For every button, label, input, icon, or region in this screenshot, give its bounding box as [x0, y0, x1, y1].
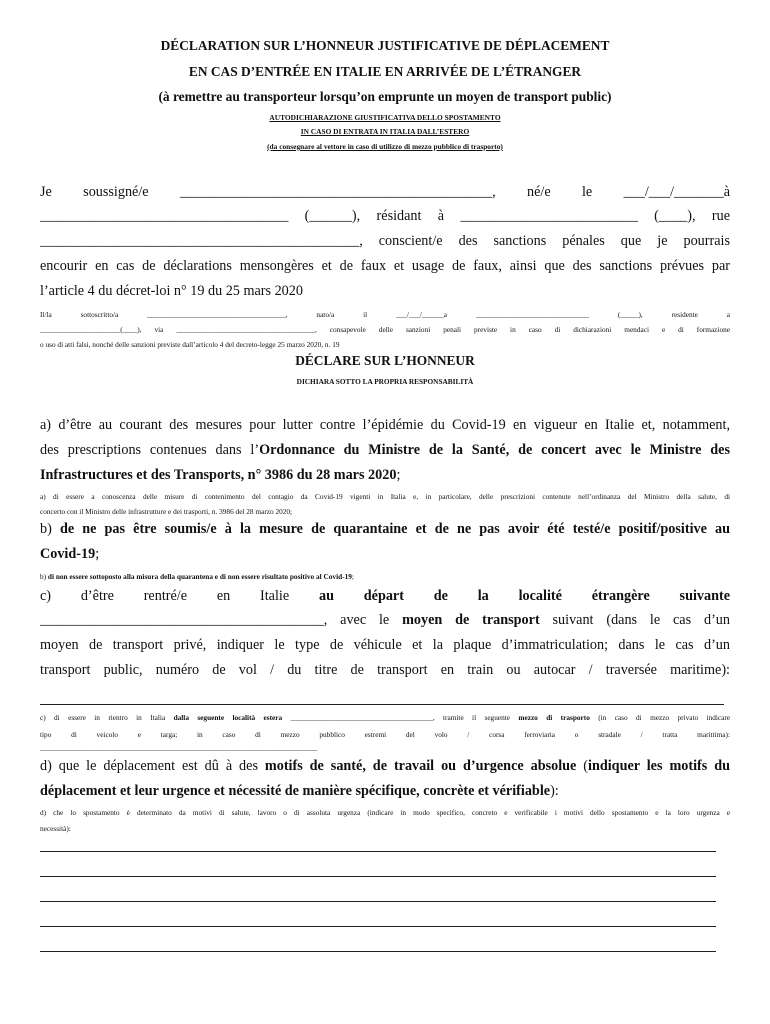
- section-a-line-2: des prescriptions contenues dans l’Ordonnance du Ministre de la Santé, de concert avec le Ministre des: [40, 442, 730, 458]
- section-c-answer-line[interactable]: [40, 704, 724, 705]
- identity-line-3[interactable]: _____________________________________________, conscient/e des sanctions pénales que je pourrais: [40, 233, 730, 249]
- section-d-line-2: déplacement et leur urgence et nécessité de manière spécifique, concrète et vérifiable):: [40, 783, 559, 799]
- italian-identity-line-3: o uso di atti falsi, nonché delle sanzioni previste dall’articolo 4 del decreto-legge 25 marzo 2020, n. 19: [40, 340, 340, 349]
- reason-answer-line-2[interactable]: [40, 876, 716, 877]
- section-b-line-1: b) de ne pas être soumis/e à la mesure de quarantaine et de ne pas avoir été testé/e positif/positive au: [40, 521, 730, 537]
- italian-identity-line-2: ______________________(____), via ______________________________________, consapevole delle sanzioni penali previste in caso di dichiarazioni mendaci e di formazione: [40, 325, 730, 334]
- italian-title-line-2: IN CASO DI ENTRATA IN ITALIA DALL’ESTERO: [300, 127, 470, 136]
- italian-section-c-line-1: c) di essere in rientro in Italia dalla seguente località estera _______________________________________, tramite il seguente mezzo di trasporto (in caso di mezzo privato indicare: [40, 713, 731, 722]
- title-line-2: EN CAS D’ENTRÉE EN ITALIE EN ARRIVÉE DE L’ÉTRANGER: [188, 64, 582, 79]
- italian-identity-line-1: Il/la sottoscritto/a ______________________________________, nato/a il ___/___/______a _______________________________ (_____), residente a: [40, 310, 730, 319]
- italian-section-a-line-2: concerto con il Ministro delle infrastrutture e dei trasporti, n. 3986 del 28 marzo 2020;: [40, 507, 293, 516]
- reason-answer-line-5[interactable]: [40, 951, 716, 952]
- italian-section-b: b) di non essere sottoposto alla misura della quarantena e di non essere risultato positivo al Covid-19;: [40, 572, 354, 581]
- section-c-line-4: transport public, numéro de vol / du titre de transport en train ou autocar / traversée maritime):: [40, 662, 730, 678]
- section-c-line-3: moyen de transport privé, indiquer le type de véhicule et la plaque d’immatriculation; dans le cas d’un: [40, 637, 730, 653]
- section-c-line-1: c) d’être rentré/e en Italie au départ de la localité étrangère suivante: [40, 588, 731, 604]
- section-d-line-1: d) que le déplacement est dû à des motifs de santé, de travail ou d’urgence absolue (indiquer les motifs du: [40, 758, 730, 774]
- italian-section-c-line-3[interactable]: ____________________________________________________________________________: [40, 743, 318, 752]
- title-line-3: (à remettre au transporteur lorsqu’on emprunte un moyen de transport public): [158, 89, 612, 104]
- italian-title-line-3: (da consegnare al vettore in caso di utilizzo di mezzo pubblico di trasporto): [267, 142, 503, 151]
- identity-line-1[interactable]: Je soussigné/e ____________________________________________, né/e le ___/___/_______à: [40, 184, 730, 200]
- identity-line-2[interactable]: ___________________________________ (______), résidant à _________________________ (____), rue: [40, 208, 730, 224]
- section-a-line-3: Infrastructures et des Transports, n° 3986 du 28 mars 2020;: [40, 467, 401, 483]
- reason-answer-line-1[interactable]: [40, 851, 716, 852]
- declare-title: DÉCLARE SUR L’HONNEUR: [295, 353, 475, 368]
- section-b-line-2: Covid-19;: [40, 546, 100, 562]
- italian-title-line-1: AUTODICHIARAZIONE GIUSTIFICATIVA DELLO SPOSTAMENTO: [269, 113, 501, 122]
- title-line-1: DÉCLARATION SUR L’HONNEUR JUSTIFICATIVE DE DÉPLACEMENT: [160, 38, 610, 53]
- identity-line-5: l’article 4 du décret-loi n° 19 du 25 mars 2020: [40, 283, 303, 299]
- italian-section-c-line-2: tipo di veicolo e targa; in caso di mezzo pubblico estremi del volo / corsa ferroviaria o stradale / tratta marittima):: [40, 730, 730, 739]
- reason-answer-line-3[interactable]: [40, 901, 716, 902]
- italian-section-d-line-1: d) che lo spostamento è determinato da motivi di salute, lavoro o di assoluta urgenza (indicare in modo specifico, concreto e verificabile i motivi dello spostamento e la loro urgenza e: [40, 808, 730, 817]
- identity-line-4: encourir en cas de déclarations mensongères et de faux et usage de faux, ainsi que des sanctions prévues par: [40, 258, 730, 274]
- italian-section-a-line-1: a) di essere a conoscenza delle misure di contenimento del contagio da Covid-19 vigenti in Italia e, in particolare, delle prescrizioni contenute nell’ordinanza del Ministro della salute, di: [40, 492, 730, 501]
- section-a-line-1: a) d’être au courant des mesures pour lutter contre l’épidémie du Covid-19 en vigueur en Italie et, notamment,: [40, 417, 730, 433]
- reason-answer-line-4[interactable]: [40, 926, 716, 927]
- italian-section-d-line-2: necessità):: [40, 824, 71, 833]
- section-c-line-2[interactable]: ________________________________________, avec le moyen de transport suivant (dans le cas d’un: [40, 612, 730, 628]
- declare-subtitle: DICHIARA SOTTO LA PROPRIA RESPONSABILITÀ: [296, 377, 474, 386]
